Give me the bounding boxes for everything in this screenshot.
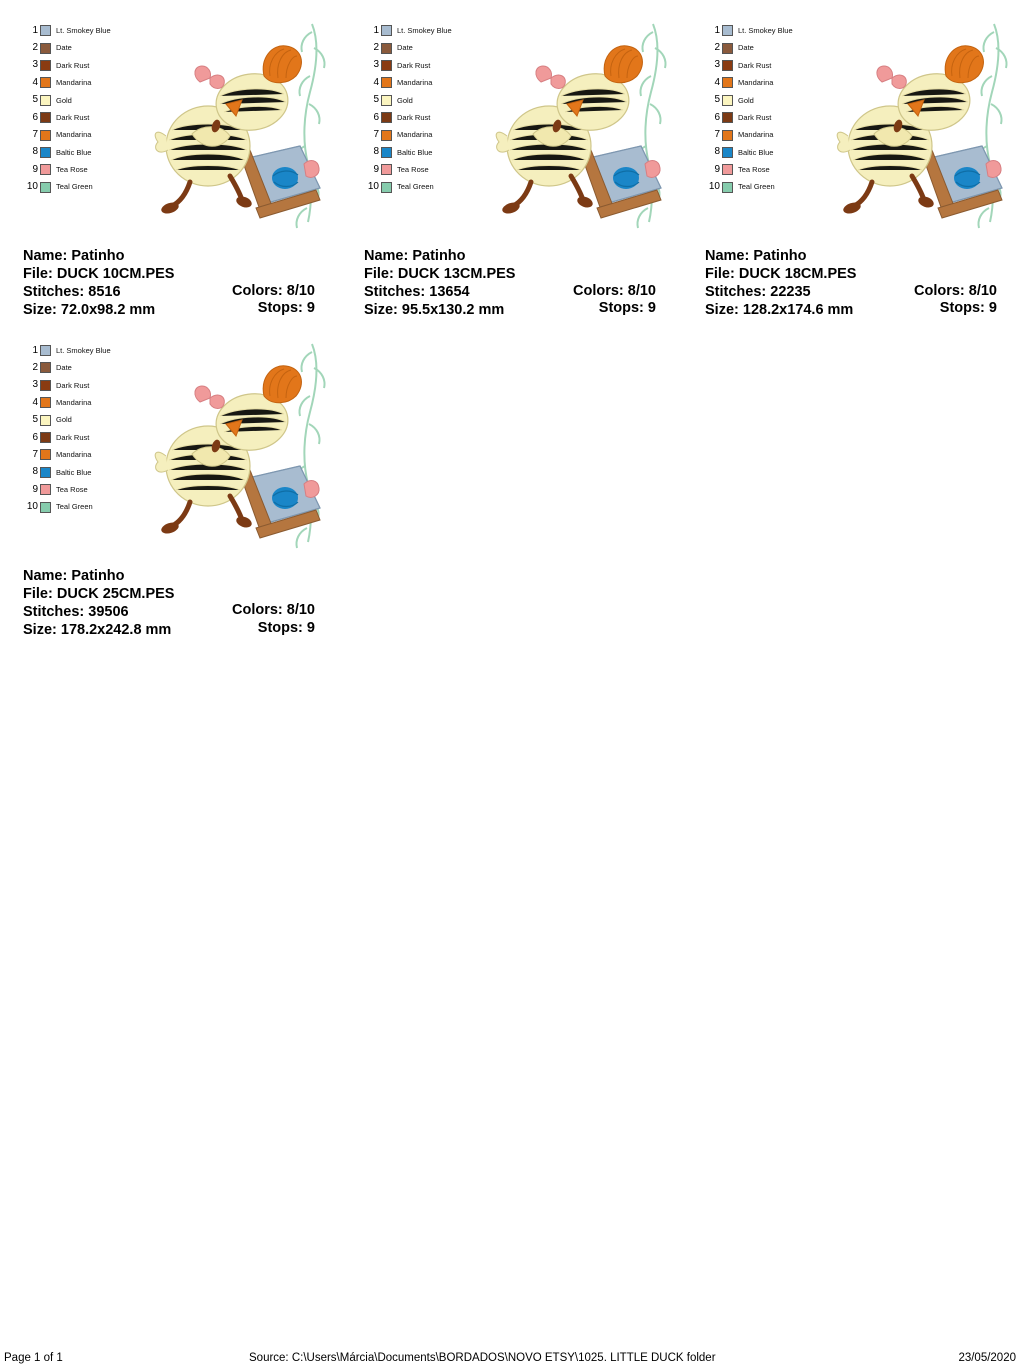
legend-item (363, 179, 483, 196)
legend-index: 1 (714, 24, 720, 36)
color-swatch (40, 415, 51, 426)
legend-index: 9 (32, 163, 38, 175)
design-size: 178.2x242.8 mm (60, 621, 172, 638)
color-name: Gold (56, 415, 72, 425)
color-swatch (722, 25, 733, 36)
design-file-line (23, 266, 331, 284)
color-swatch (40, 380, 51, 391)
color-swatch (40, 43, 51, 54)
design-stops-line (940, 300, 997, 318)
color-name: Tea Rose (397, 165, 429, 175)
color-swatch (40, 362, 51, 373)
design-file-line (364, 266, 672, 284)
design-name-line (705, 248, 1013, 266)
color-name: Date (738, 43, 754, 53)
legend-index: 7 (32, 129, 38, 141)
legend-index: 9 (32, 483, 38, 495)
embroidery-preview-image (485, 18, 685, 242)
design-info (698, 248, 1013, 320)
color-swatch (40, 60, 51, 71)
legend-index: 6 (714, 111, 720, 123)
label-size: Size: (23, 301, 57, 318)
color-name: Mandarina (56, 78, 92, 88)
color-name: Mandarina (738, 78, 774, 88)
legend-item (363, 39, 483, 56)
label-name: Name: (23, 567, 68, 584)
design-colors: 8/10 (286, 602, 315, 619)
legend-index: 4 (32, 396, 38, 408)
legend-index: 4 (373, 76, 379, 88)
design-file: DUCK 25CM.PES (56, 585, 175, 602)
design-stops: 9 (306, 300, 315, 316)
design-colors-line (573, 283, 656, 301)
legend-index: 6 (32, 111, 38, 123)
color-swatch (722, 164, 733, 175)
color-swatch (381, 147, 392, 158)
legend-item (704, 109, 824, 126)
label-name: Name: (364, 248, 409, 264)
design-stops-line (599, 300, 656, 318)
color-swatch (40, 77, 51, 88)
legend-index: 2 (714, 42, 720, 54)
legend-item (704, 161, 824, 178)
legend-item (22, 57, 142, 74)
design-preview-area (16, 334, 331, 564)
label-colors: Colors: (572, 282, 624, 299)
legend-index: 3 (32, 59, 38, 71)
color-name: Gold (56, 95, 72, 105)
color-name: Tea Rose (56, 484, 88, 494)
source-path: Source: C:\Users\Márcia\Documents\BORDADOS\NOVO ETSY\1025. LITTLE DUCK folder (249, 1352, 716, 1364)
embroidery-preview-image (826, 18, 1024, 242)
legend-index: 10 (708, 181, 720, 193)
color-name: Date (397, 43, 413, 53)
legend-item (363, 22, 483, 39)
color-swatch (722, 130, 733, 141)
design-card (682, 0, 1023, 320)
design-preview-area (16, 14, 331, 244)
design-card (341, 0, 682, 320)
label-stops: Stops: (257, 300, 303, 316)
color-name: Teal Green (56, 502, 93, 512)
color-name: Gold (397, 95, 413, 105)
design-stops: 9 (306, 619, 315, 636)
legend-index: 5 (32, 414, 38, 426)
design-colors-line (914, 283, 997, 301)
legend-index: 6 (32, 431, 38, 443)
label-colors: Colors: (231, 602, 283, 619)
color-swatch (381, 95, 392, 106)
design-colors: 8/10 (286, 282, 315, 299)
color-name: Dark Rust (56, 380, 90, 390)
legend-item (704, 22, 824, 39)
legend-item (363, 74, 483, 91)
color-swatch (722, 43, 733, 54)
legend-item (22, 22, 142, 39)
color-name: Mandarina (56, 450, 92, 460)
color-name: Gold (738, 95, 754, 105)
legend-item (22, 498, 142, 515)
color-swatch (40, 95, 51, 106)
legend-item (22, 377, 142, 394)
color-name: Date (56, 43, 72, 53)
design-file-line (705, 266, 1013, 284)
design-name-line (364, 248, 672, 266)
color-swatch (722, 60, 733, 71)
label-size: Size: (23, 621, 57, 638)
color-name: Dark Rust (56, 60, 90, 70)
color-swatch (381, 130, 392, 141)
design-preview-area (698, 14, 1013, 244)
design-name: Patinho (753, 248, 807, 264)
label-name: Name: (23, 248, 68, 264)
legend-item (363, 126, 483, 143)
legend-item (704, 39, 824, 56)
design-stitches: 39506 (88, 603, 129, 620)
color-swatch (381, 60, 392, 71)
design-colors: 8/10 (968, 282, 997, 299)
label-colors: Colors: (913, 282, 965, 299)
legend-item (22, 394, 142, 411)
page-footer (0, 1340, 1024, 1370)
design-file: DUCK 18CM.PES (738, 265, 857, 282)
design-colors-line (232, 283, 315, 301)
label-stitches: Stitches: (364, 283, 426, 300)
design-card (0, 0, 341, 320)
label-file: File: (364, 265, 394, 282)
color-swatch (381, 112, 392, 123)
color-name: Teal Green (397, 182, 434, 192)
design-preview-area (357, 14, 672, 244)
color-swatch (722, 182, 733, 193)
legend-item (22, 92, 142, 109)
color-swatch (40, 397, 51, 408)
legend-item (704, 144, 824, 161)
color-swatch (40, 147, 51, 158)
color-name: Baltic Blue (397, 147, 433, 157)
legend-index: 8 (714, 146, 720, 158)
legend-item (704, 126, 824, 143)
legend-index: 8 (32, 466, 38, 478)
legend-index: 4 (32, 76, 38, 88)
legend-item (704, 92, 824, 109)
label-file: File: (705, 265, 735, 282)
color-swatch (40, 449, 51, 460)
embroidery-preview-image (144, 338, 344, 562)
color-swatch (40, 112, 51, 123)
embroidery-preview-image (144, 18, 344, 242)
legend-index: 3 (373, 59, 379, 71)
color-swatch (381, 77, 392, 88)
color-swatch (40, 467, 51, 478)
design-size: 95.5x130.2 mm (401, 301, 505, 318)
color-name: Mandarina (56, 130, 92, 140)
legend-index: 2 (32, 42, 38, 54)
legend-index: 5 (32, 94, 38, 106)
legend-index: 6 (373, 111, 379, 123)
label-stops: Stops: (598, 300, 644, 316)
legend-item (22, 179, 142, 196)
design-file: DUCK 13CM.PES (397, 265, 516, 282)
color-name: Mandarina (397, 130, 433, 140)
design-stops-line (258, 300, 315, 318)
legend-item (22, 429, 142, 446)
color-name: Dark Rust (738, 60, 772, 70)
legend-index: 10 (26, 181, 38, 193)
color-name: Lt. Smokey Blue (56, 345, 111, 355)
legend-index: 2 (32, 361, 38, 373)
design-info (16, 248, 331, 320)
label-file: File: (23, 585, 53, 602)
print-date: 23/05/2020 (958, 1352, 1016, 1364)
legend-index: 5 (373, 94, 379, 106)
design-name: Patinho (71, 248, 125, 264)
label-name: Name: (705, 248, 750, 264)
label-stops: Stops: (939, 300, 985, 316)
color-name: Dark Rust (397, 112, 431, 122)
design-grid (0, 0, 1024, 640)
legend-index: 7 (32, 448, 38, 460)
legend-index: 8 (373, 146, 379, 158)
color-swatch (40, 182, 51, 193)
design-name: Patinho (412, 248, 466, 264)
design-info (357, 248, 672, 320)
design-size: 72.0x98.2 mm (60, 301, 156, 318)
color-swatch (381, 164, 392, 175)
color-swatch (40, 432, 51, 443)
color-name: Lt. Smokey Blue (397, 25, 452, 35)
label-stitches: Stitches: (705, 283, 767, 300)
design-file-line (23, 586, 331, 604)
design-size: 128.2x174.6 mm (742, 301, 854, 318)
design-name: Patinho (71, 567, 125, 584)
color-legend (363, 22, 483, 196)
design-name-line (23, 248, 331, 266)
legend-item (22, 109, 142, 126)
design-file: DUCK 10CM.PES (56, 265, 175, 282)
design-colors-line (232, 602, 315, 620)
color-name: Tea Rose (738, 165, 770, 175)
design-stitches: 13654 (429, 283, 470, 300)
legend-index: 10 (367, 181, 379, 193)
legend-item (363, 161, 483, 178)
legend-index: 3 (714, 59, 720, 71)
legend-item (22, 342, 142, 359)
label-size: Size: (705, 301, 739, 318)
design-stops: 9 (647, 300, 656, 316)
legend-index: 1 (32, 344, 38, 356)
color-swatch (40, 25, 51, 36)
color-swatch (40, 130, 51, 141)
color-name: Baltic Blue (738, 147, 774, 157)
legend-item (22, 359, 142, 376)
legend-index: 8 (32, 146, 38, 158)
design-stops-line (258, 620, 315, 638)
legend-index: 5 (714, 94, 720, 106)
legend-item (22, 126, 142, 143)
color-name: Lt. Smokey Blue (738, 25, 793, 35)
color-name: Dark Rust (56, 432, 90, 442)
legend-item (22, 74, 142, 91)
design-stitches: 8516 (88, 283, 121, 300)
legend-index: 3 (32, 379, 38, 391)
legend-index: 7 (373, 129, 379, 141)
label-colors: Colors: (231, 282, 283, 299)
color-name: Baltic Blue (56, 147, 92, 157)
legend-item (363, 57, 483, 74)
color-name: Baltic Blue (56, 467, 92, 477)
color-swatch (722, 77, 733, 88)
design-name-line (23, 568, 331, 586)
legend-index: 9 (714, 163, 720, 175)
legend-item (22, 481, 142, 498)
legend-index: 9 (373, 163, 379, 175)
legend-item (704, 57, 824, 74)
legend-item (22, 464, 142, 481)
label-size: Size: (364, 301, 398, 318)
legend-index: 7 (714, 129, 720, 141)
color-swatch (40, 484, 51, 495)
label-stops: Stops: (257, 619, 303, 636)
color-name: Teal Green (738, 182, 775, 192)
color-legend (22, 22, 142, 196)
color-swatch (40, 345, 51, 356)
legend-item (22, 161, 142, 178)
color-swatch (722, 147, 733, 158)
color-swatch (381, 25, 392, 36)
design-stops: 9 (988, 300, 997, 316)
label-file: File: (23, 265, 53, 282)
legend-item (22, 411, 142, 428)
label-stitches: Stitches: (23, 283, 85, 300)
page-number: Page 1 of 1 (4, 1352, 63, 1364)
color-name: Tea Rose (56, 165, 88, 175)
legend-index: 2 (373, 42, 379, 54)
color-swatch (722, 112, 733, 123)
color-legend (704, 22, 824, 196)
color-name: Mandarina (397, 78, 433, 88)
label-stitches: Stitches: (23, 603, 85, 620)
legend-item (22, 39, 142, 56)
color-name: Mandarina (56, 397, 92, 407)
design-info (16, 568, 331, 640)
legend-item (22, 446, 142, 463)
legend-item (363, 92, 483, 109)
color-swatch (722, 95, 733, 106)
color-name: Teal Green (56, 182, 93, 192)
color-legend (22, 342, 142, 516)
color-name: Dark Rust (397, 60, 431, 70)
legend-index: 4 (714, 76, 720, 88)
color-swatch (381, 43, 392, 54)
design-colors: 8/10 (627, 282, 656, 299)
design-card (0, 320, 341, 640)
color-name: Date (56, 363, 72, 373)
design-stitches: 22235 (770, 283, 811, 300)
legend-index: 10 (26, 501, 38, 513)
legend-index: 1 (373, 24, 379, 36)
legend-item (22, 144, 142, 161)
color-name: Dark Rust (56, 112, 90, 122)
color-name: Dark Rust (738, 112, 772, 122)
legend-item (704, 74, 824, 91)
legend-index: 1 (32, 24, 38, 36)
color-swatch (381, 182, 392, 193)
color-name: Lt. Smokey Blue (56, 25, 111, 35)
legend-item (704, 179, 824, 196)
color-swatch (40, 502, 51, 513)
legend-item (363, 109, 483, 126)
legend-item (363, 144, 483, 161)
color-swatch (40, 164, 51, 175)
color-name: Mandarina (738, 130, 774, 140)
